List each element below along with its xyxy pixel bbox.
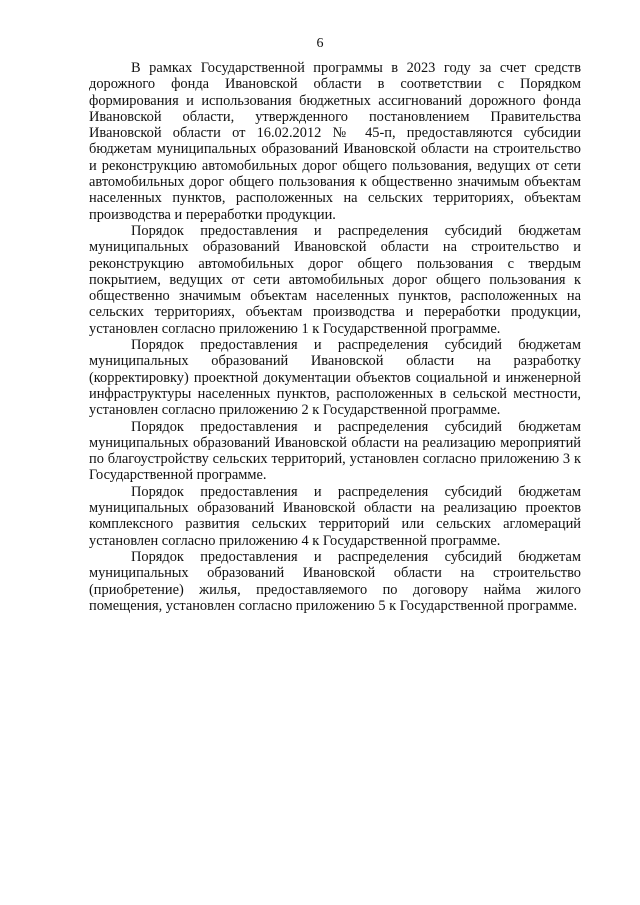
paragraph-appendix-3: Порядок предоставления и распределения субсидий бюджетам муниципальных образований Ивановской области на реализацию мероприятий по благоустройству сельских территорий, установлен согласно приложению 3 к Государственной программе.: [89, 418, 581, 484]
paragraph-road-fund-subsidies: В рамках Государственной программы в 2023 году за счет средств дорожного фонда Ивановской области в соответствии с Порядком формирования и использования бюджетных ассигнований дорожного фонда Ивановской области, утвержденного постановлением Правительства Ивановской области от 16.02.2012 № 45-п, предоставляются субсидии бюджетам муниципальных образований Ивановской области на строительство и реконструкцию автомобильных дорог общего пользования, ведущих от сети автомобильных дорог общего пользования к общественно значимым объектам населенных пунктов, расположенных на сельских территориях, объектам производства и переработки продукции.: [89, 60, 581, 223]
document-body: [89, 60, 581, 614]
paragraph-appendix-1: Порядок предоставления и распределения субсидий бюджетам муниципальных образований Ивановской области на строительство и реконструкцию автомобильных дорог общего пользования с твердым покрытием, ведущих от сети автомобильных дорог общего пользования к общественно значимым объектам населенных пунктов, расположенных на сельских территориях, объектам производства и переработки продукции, установлен согласно приложению 1 к Государственной программе.: [89, 222, 581, 337]
paragraph-appendix-4: Порядок предоставления и распределения субсидий бюджетам муниципальных образований Ивановской области на реализацию проектов комплексного развития сельских территорий или сельских агломераций установлен согласно приложению 4 к Государственной программе.: [89, 483, 581, 549]
page-number: 6: [316, 36, 324, 51]
paragraph-appendix-5: Порядок предоставления и распределения субсидий бюджетам муниципальных образований Ивановской области на строительство (приобретение) жилья, предоставляемого по договору найма жилого помещения, установлен согласно приложению 5 к Государственной программе.: [89, 548, 581, 614]
paragraph-appendix-2: Порядок предоставления и распределения субсидий бюджетам муниципальных образований Ивановской области на разработку (корректировку) проектной документации объектов социальной и инженерной инфраструктуры населенных пунктов, расположенных в сельской местности, установлен согласно приложению 2 к Государственной программе.: [89, 337, 581, 419]
